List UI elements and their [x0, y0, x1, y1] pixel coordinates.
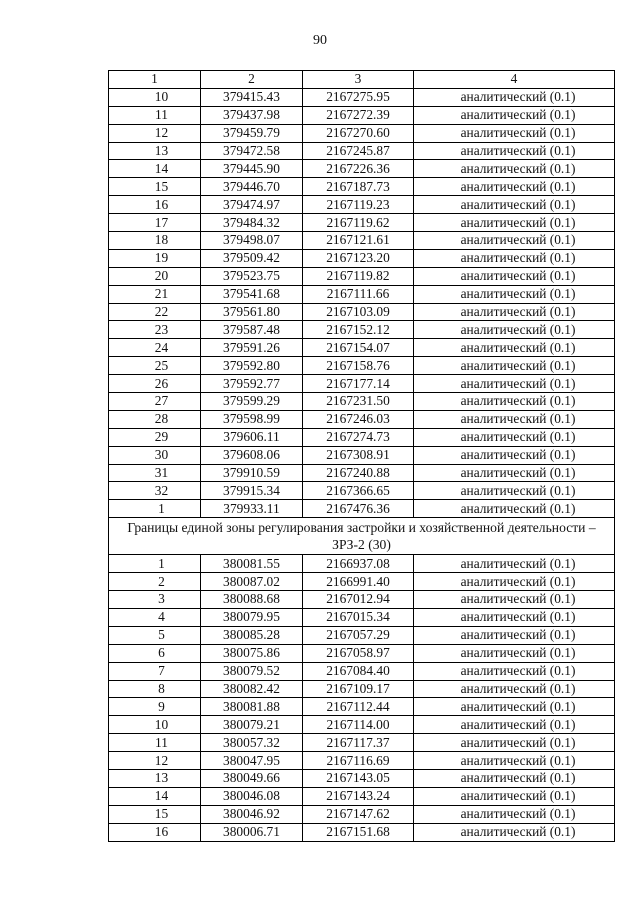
x-coordinate-cell: 380082.42 [201, 680, 303, 698]
table-row [109, 769, 615, 787]
table-row [109, 339, 615, 357]
x-coordinate-cell: 380046.92 [201, 805, 303, 823]
table-row [109, 734, 615, 752]
table-row [109, 124, 615, 142]
y-coordinate-cell: 2167187.73 [303, 178, 414, 196]
table-row [109, 662, 615, 680]
y-coordinate-cell: 2167103.09 [303, 303, 414, 321]
x-coordinate-cell: 380046.08 [201, 787, 303, 805]
y-coordinate-cell: 2167476.36 [303, 500, 414, 518]
method-cell: аналитический (0.1) [414, 787, 615, 805]
page-number: 90 [313, 33, 327, 48]
x-coordinate-cell: 379608.06 [201, 446, 303, 464]
header-cell: 1 [109, 71, 201, 89]
point-number-cell: 2 [109, 573, 201, 591]
point-number-cell: 10 [109, 716, 201, 734]
table-row [109, 464, 615, 482]
point-number-cell: 9 [109, 698, 201, 716]
method-cell: аналитический (0.1) [414, 500, 615, 518]
table-row [109, 805, 615, 823]
table-row [109, 555, 615, 573]
y-coordinate-cell: 2167154.07 [303, 339, 414, 357]
method-cell: аналитический (0.1) [414, 555, 615, 573]
point-number-cell: 1 [109, 500, 201, 518]
method-cell: аналитический (0.1) [414, 428, 615, 446]
method-cell: аналитический (0.1) [414, 249, 615, 267]
method-cell: аналитический (0.1) [414, 823, 615, 841]
y-coordinate-cell: 2167057.29 [303, 626, 414, 644]
table-row [109, 375, 615, 393]
x-coordinate-cell: 379606.11 [201, 428, 303, 446]
method-cell: аналитический (0.1) [414, 375, 615, 393]
x-coordinate-cell: 380079.95 [201, 608, 303, 626]
point-number-cell: 12 [109, 752, 201, 770]
point-number-cell: 10 [109, 88, 201, 106]
method-cell: аналитический (0.1) [414, 591, 615, 609]
y-coordinate-cell: 2167119.62 [303, 214, 414, 232]
point-number-cell: 11 [109, 734, 201, 752]
method-cell: аналитический (0.1) [414, 446, 615, 464]
point-number-cell: 21 [109, 285, 201, 303]
table-row [109, 716, 615, 734]
x-coordinate-cell: 379915.34 [201, 482, 303, 500]
table-row [109, 626, 615, 644]
table-row [109, 285, 615, 303]
section-title: Границы единой зоны регулирования застройки и хозяйственной деятельности – ЗРЗ-2 (30) [109, 518, 615, 555]
point-number-cell: 8 [109, 680, 201, 698]
method-cell: аналитический (0.1) [414, 482, 615, 500]
header-cell: 3 [303, 71, 414, 89]
point-number-cell: 25 [109, 357, 201, 375]
table-row [109, 823, 615, 841]
table-row [109, 644, 615, 662]
point-number-cell: 1 [109, 555, 201, 573]
point-number-cell: 31 [109, 464, 201, 482]
method-cell: аналитический (0.1) [414, 698, 615, 716]
point-number-cell: 18 [109, 232, 201, 250]
y-coordinate-cell: 2167275.95 [303, 88, 414, 106]
table-row [109, 88, 615, 106]
point-number-cell: 6 [109, 644, 201, 662]
point-number-cell: 13 [109, 769, 201, 787]
point-number-cell: 27 [109, 393, 201, 411]
x-coordinate-cell: 379599.29 [201, 393, 303, 411]
point-number-cell: 16 [109, 823, 201, 841]
x-coordinate-cell: 380047.95 [201, 752, 303, 770]
table-row [109, 196, 615, 214]
point-number-cell: 28 [109, 410, 201, 428]
method-cell: аналитический (0.1) [414, 573, 615, 591]
point-number-cell: 29 [109, 428, 201, 446]
table-row [109, 573, 615, 591]
header-cell: 2 [201, 71, 303, 89]
x-coordinate-cell: 379587.48 [201, 321, 303, 339]
x-coordinate-cell: 379484.32 [201, 214, 303, 232]
x-coordinate-cell: 379472.58 [201, 142, 303, 160]
x-coordinate-cell: 379541.68 [201, 285, 303, 303]
y-coordinate-cell: 2167109.17 [303, 680, 414, 698]
method-cell: аналитический (0.1) [414, 124, 615, 142]
x-coordinate-cell: 380079.21 [201, 716, 303, 734]
x-coordinate-cell: 380049.66 [201, 769, 303, 787]
y-coordinate-cell: 2167119.82 [303, 267, 414, 285]
x-coordinate-cell: 379498.07 [201, 232, 303, 250]
table-row [109, 267, 615, 285]
x-coordinate-cell: 380075.86 [201, 644, 303, 662]
table-row [109, 178, 615, 196]
y-coordinate-cell: 2167231.50 [303, 393, 414, 411]
y-coordinate-cell: 2167274.73 [303, 428, 414, 446]
table-row [109, 428, 615, 446]
y-coordinate-cell: 2167119.23 [303, 196, 414, 214]
y-coordinate-cell: 2167112.44 [303, 698, 414, 716]
x-coordinate-cell: 379910.59 [201, 464, 303, 482]
x-coordinate-cell: 379459.79 [201, 124, 303, 142]
method-cell: аналитический (0.1) [414, 196, 615, 214]
y-coordinate-cell: 2167152.12 [303, 321, 414, 339]
x-coordinate-cell: 379415.43 [201, 88, 303, 106]
table-row [109, 232, 615, 250]
x-coordinate-cell: 380085.28 [201, 626, 303, 644]
table-row [109, 321, 615, 339]
y-coordinate-cell: 2167240.88 [303, 464, 414, 482]
x-coordinate-cell: 379437.98 [201, 106, 303, 124]
table-row [109, 446, 615, 464]
x-coordinate-cell: 379933.11 [201, 500, 303, 518]
x-coordinate-cell: 379598.99 [201, 410, 303, 428]
table-row [109, 410, 615, 428]
method-cell: аналитический (0.1) [414, 214, 615, 232]
y-coordinate-cell: 2167226.36 [303, 160, 414, 178]
y-coordinate-cell: 2167012.94 [303, 591, 414, 609]
point-number-cell: 11 [109, 106, 201, 124]
method-cell: аналитический (0.1) [414, 321, 615, 339]
y-coordinate-cell: 2167143.05 [303, 769, 414, 787]
y-coordinate-cell: 2167116.69 [303, 752, 414, 770]
method-cell: аналитический (0.1) [414, 662, 615, 680]
method-cell: аналитический (0.1) [414, 285, 615, 303]
y-coordinate-cell: 2167270.60 [303, 124, 414, 142]
x-coordinate-cell: 379445.90 [201, 160, 303, 178]
point-number-cell: 16 [109, 196, 201, 214]
x-coordinate-cell: 379474.97 [201, 196, 303, 214]
table-row [109, 482, 615, 500]
x-coordinate-cell: 380057.32 [201, 734, 303, 752]
method-cell: аналитический (0.1) [414, 805, 615, 823]
x-coordinate-cell: 380081.55 [201, 555, 303, 573]
y-coordinate-cell: 2167114.00 [303, 716, 414, 734]
method-cell: аналитический (0.1) [414, 160, 615, 178]
y-coordinate-cell: 2167111.66 [303, 285, 414, 303]
section-heading-row [109, 518, 615, 555]
method-cell: аналитический (0.1) [414, 339, 615, 357]
point-number-cell: 17 [109, 214, 201, 232]
table-row [109, 249, 615, 267]
point-number-cell: 14 [109, 787, 201, 805]
x-coordinate-cell: 380088.68 [201, 591, 303, 609]
y-coordinate-cell: 2167272.39 [303, 106, 414, 124]
method-cell: аналитический (0.1) [414, 232, 615, 250]
table-row [109, 500, 615, 518]
point-number-cell: 30 [109, 446, 201, 464]
coordinates-table [108, 70, 615, 842]
y-coordinate-cell: 2167177.14 [303, 375, 414, 393]
y-coordinate-cell: 2166937.08 [303, 555, 414, 573]
method-cell: аналитический (0.1) [414, 769, 615, 787]
header-cell: 4 [414, 71, 615, 89]
table-row [109, 160, 615, 178]
method-cell: аналитический (0.1) [414, 608, 615, 626]
method-cell: аналитический (0.1) [414, 680, 615, 698]
header-row [109, 71, 615, 89]
table-row [109, 698, 615, 716]
method-cell: аналитический (0.1) [414, 410, 615, 428]
point-number-cell: 23 [109, 321, 201, 339]
y-coordinate-cell: 2167123.20 [303, 249, 414, 267]
table-row [109, 142, 615, 160]
y-coordinate-cell: 2167147.62 [303, 805, 414, 823]
x-coordinate-cell: 380087.02 [201, 573, 303, 591]
method-cell: аналитический (0.1) [414, 357, 615, 375]
point-number-cell: 14 [109, 160, 201, 178]
point-number-cell: 4 [109, 608, 201, 626]
table-row [109, 787, 615, 805]
point-number-cell: 12 [109, 124, 201, 142]
y-coordinate-cell: 2166991.40 [303, 573, 414, 591]
point-number-cell: 13 [109, 142, 201, 160]
x-coordinate-cell: 380006.71 [201, 823, 303, 841]
point-number-cell: 3 [109, 591, 201, 609]
y-coordinate-cell: 2167308.91 [303, 446, 414, 464]
x-coordinate-cell: 380079.52 [201, 662, 303, 680]
x-coordinate-cell: 379592.77 [201, 375, 303, 393]
method-cell: аналитический (0.1) [414, 752, 615, 770]
y-coordinate-cell: 2167015.34 [303, 608, 414, 626]
method-cell: аналитический (0.1) [414, 106, 615, 124]
x-coordinate-cell: 379523.75 [201, 267, 303, 285]
method-cell: аналитический (0.1) [414, 267, 615, 285]
point-number-cell: 32 [109, 482, 201, 500]
point-number-cell: 15 [109, 805, 201, 823]
y-coordinate-cell: 2167058.97 [303, 644, 414, 662]
table-row [109, 608, 615, 626]
table-row [109, 106, 615, 124]
method-cell: аналитический (0.1) [414, 716, 615, 734]
table-row [109, 357, 615, 375]
y-coordinate-cell: 2167246.03 [303, 410, 414, 428]
method-cell: аналитический (0.1) [414, 464, 615, 482]
table-row [109, 303, 615, 321]
y-coordinate-cell: 2167084.40 [303, 662, 414, 680]
y-coordinate-cell: 2167143.24 [303, 787, 414, 805]
method-cell: аналитический (0.1) [414, 626, 615, 644]
x-coordinate-cell: 379592.80 [201, 357, 303, 375]
y-coordinate-cell: 2167158.76 [303, 357, 414, 375]
x-coordinate-cell: 379446.70 [201, 178, 303, 196]
method-cell: аналитический (0.1) [414, 178, 615, 196]
method-cell: аналитический (0.1) [414, 734, 615, 752]
table-row [109, 752, 615, 770]
x-coordinate-cell: 379509.42 [201, 249, 303, 267]
x-coordinate-cell: 379591.26 [201, 339, 303, 357]
y-coordinate-cell: 2167121.61 [303, 232, 414, 250]
method-cell: аналитический (0.1) [414, 393, 615, 411]
x-coordinate-cell: 380081.88 [201, 698, 303, 716]
point-number-cell: 7 [109, 662, 201, 680]
point-number-cell: 24 [109, 339, 201, 357]
coordinates-table-body [109, 71, 615, 842]
point-number-cell: 26 [109, 375, 201, 393]
table-row [109, 214, 615, 232]
point-number-cell: 19 [109, 249, 201, 267]
method-cell: аналитический (0.1) [414, 644, 615, 662]
y-coordinate-cell: 2167366.65 [303, 482, 414, 500]
method-cell: аналитический (0.1) [414, 142, 615, 160]
point-number-cell: 20 [109, 267, 201, 285]
x-coordinate-cell: 379561.80 [201, 303, 303, 321]
method-cell: аналитический (0.1) [414, 88, 615, 106]
table-row [109, 393, 615, 411]
point-number-cell: 15 [109, 178, 201, 196]
y-coordinate-cell: 2167117.37 [303, 734, 414, 752]
y-coordinate-cell: 2167151.68 [303, 823, 414, 841]
point-number-cell: 5 [109, 626, 201, 644]
method-cell: аналитический (0.1) [414, 303, 615, 321]
y-coordinate-cell: 2167245.87 [303, 142, 414, 160]
table-row [109, 591, 615, 609]
table-row [109, 680, 615, 698]
point-number-cell: 22 [109, 303, 201, 321]
